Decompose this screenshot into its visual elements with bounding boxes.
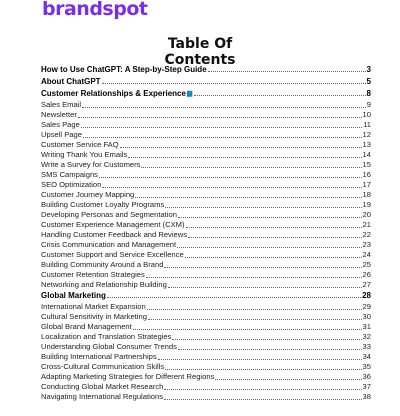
toc-entry-label: Sales Page [41,120,80,129]
toc-entry[interactable] [41,250,371,260]
toc-entry[interactable] [41,230,371,240]
toc-page-number: 18 [362,190,371,199]
toc-page-number: 11 [363,120,371,129]
toc-entry-label: Building Customer Loyalty Programs [41,200,165,209]
toc-entry-label: Write a Survey for Customers [41,160,141,169]
table-of-contents [41,64,371,402]
toc-page-number: 28 [362,291,371,300]
toc-entry-label: About ChatGPT [41,77,101,86]
toc-dot-leader [172,332,361,340]
toc-entry-label: Cross-Cultural Communication Skills [41,362,165,371]
toc-entry-label: Customer Support and Service Excellence [41,250,184,259]
toc-dot-leader [102,76,366,84]
toc-entry[interactable] [41,220,371,230]
toc-dot-leader [164,382,361,390]
toc-entry-label: Global Brand Management [41,322,132,331]
toc-entry-label: SEO Optimization [41,180,102,189]
toc-entry-label: Handling Customer Feedback and Reviews [41,230,188,239]
toc-entry-label: Customer Retention Strategies [41,270,145,279]
toc-dot-leader [208,64,366,72]
toc-entry[interactable] [41,302,371,312]
toc-dot-leader [102,180,361,188]
toc-entry-label: Customer Experience Management (CXM) [41,220,185,229]
toc-dot-leader [120,140,362,148]
toc-dot-leader [135,190,361,198]
toc-entry[interactable] [41,322,371,332]
toc-entry[interactable] [41,260,371,270]
toc-entry-label: SMS Campaigns [41,170,98,179]
toc-entry-label: Writing Thank You Emails [41,150,128,159]
toc-entry[interactable] [41,332,371,342]
toc-entry[interactable] [41,280,371,290]
toc-entry[interactable] [41,110,371,120]
toc-section-entry[interactable] [41,290,371,302]
toc-entry[interactable] [41,180,371,190]
toc-page-number: 19 [362,200,371,209]
toc-dot-leader [164,392,362,400]
toc-dot-leader [165,362,361,370]
toc-entry-label: Sales Email [41,100,82,109]
toc-dot-leader [177,240,361,248]
toc-page-number: 34 [362,352,371,361]
toc-dot-leader [178,210,362,218]
toc-dot-leader [147,302,362,310]
toc-page-number: 29 [362,302,371,311]
toc-entry[interactable] [41,210,371,220]
toc-entry-label: Understanding Global Consumer Trends [41,342,177,351]
toc-entry[interactable] [41,100,371,110]
toc-dot-leader [165,200,361,208]
toc-page-number: 25 [362,260,371,269]
toc-dot-leader [141,160,361,168]
toc-entry-label: Customer Journey Mapping [41,190,135,199]
toc-page-number: 15 [362,160,371,169]
toc-entry[interactable] [41,160,371,170]
toc-dot-leader [81,120,362,128]
toc-page-number: 12 [362,130,371,139]
toc-page-number: 32 [362,332,371,341]
toc-dot-leader [146,270,362,278]
toc-entry[interactable] [41,240,371,250]
toc-entry[interactable] [41,140,371,150]
toc-dot-leader [215,372,361,380]
toc-entry-label: International Market Expansion [41,302,146,311]
toc-section-entry[interactable] [41,64,371,76]
toc-entry[interactable] [41,342,371,352]
toc-entry-label: Customer Relationships & Experience [41,89,186,98]
toc-dot-leader [148,312,362,320]
toc-page-number: 31 [362,322,371,331]
toc-entry[interactable] [41,170,371,180]
toc-page-number: 38 [362,392,371,401]
brand-logo [42,0,147,20]
toc-entry-label: Newsletter [41,110,77,119]
toc-page-number: 27 [362,280,371,289]
toc-entry-label: Conducting Global Market Research [41,382,164,391]
toc-page-number: 16 [362,170,371,179]
toc-page-number: 35 [362,362,371,371]
toc-dot-leader [83,130,362,138]
toc-page-number: 22 [362,230,371,239]
toc-entry-label: Localization and Translation Strategies [41,332,172,341]
toc-dot-leader [158,352,362,360]
toc-entry-label: Customer Service FAQ [41,140,119,149]
title-line-1: Table Of [167,36,233,52]
toc-page-number: 14 [362,150,371,159]
toc-section-entry[interactable] [41,88,371,100]
toc-dot-leader [164,260,361,268]
toc-dot-leader [185,250,362,258]
toc-entry[interactable] [41,200,371,210]
toc-dot-leader [128,150,361,158]
toc-entry-label: Developing Personas and Segmentation [41,210,177,219]
toc-page-number: 26 [362,270,371,279]
toc-entry[interactable] [41,392,371,402]
toc-entry-label: Cultural Sensitivity in Marketing [41,312,147,321]
toc-dot-leader [82,100,366,108]
toc-page-number: 20 [362,210,371,219]
toc-dot-leader [178,342,362,350]
toc-page-number: 17 [362,180,371,189]
toc-entry[interactable] [41,130,371,140]
toc-entry[interactable] [41,362,371,372]
toc-dot-leader [78,110,362,118]
toc-entry-label: Networking and Relationship Building [41,280,167,289]
toc-page-number: 24 [362,250,371,259]
toc-dot-leader [188,230,362,238]
toc-entry-label: Navigating International Regulations [41,392,164,401]
toc-entry[interactable] [41,270,371,280]
toc-page-number: 30 [362,312,371,321]
toc-dot-leader [133,322,362,330]
notebook-icon: 📘 [185,92,194,98]
toc-entry-label: Building International Partnerships [41,352,157,361]
toc-entry[interactable] [41,120,371,130]
toc-page-number: 21 [362,220,371,229]
toc-dot-leader [186,220,362,228]
toc-section-entry[interactable] [41,76,371,88]
toc-entry[interactable] [41,382,371,392]
toc-page-number: 5 [366,77,371,86]
toc-dot-leader [194,88,365,96]
toc-dot-leader [107,290,361,298]
title-line-2: Contents [164,52,236,68]
toc-entry[interactable] [41,372,371,382]
toc-entry-label: Upsell Page [41,130,82,139]
toc-entry-label: Crisis Communication and Management [41,240,177,249]
toc-entry[interactable] [41,190,371,200]
toc-dot-leader [99,170,362,178]
toc-entry[interactable] [41,150,371,160]
toc-page-number: 8 [366,89,371,98]
toc-entry[interactable] [41,352,371,362]
toc-page-number: 10 [362,110,371,119]
toc-entry-label: Global Marketing [41,291,106,300]
toc-page-number: 9 [366,100,371,109]
toc-entry-label: Building Community Around a Brand [41,260,164,269]
toc-page-number: 3 [366,65,371,74]
toc-page-number: 37 [362,382,371,391]
toc-entry[interactable] [41,312,371,322]
brand-name: brandspot [42,0,148,20]
toc-page-number: 13 [362,140,371,149]
toc-dot-leader [168,280,362,288]
toc-page-number: 33 [362,342,371,351]
toc-entry-label: Adapting Marketing Strategies for Different Regions [41,372,215,381]
toc-entry-label: How to Use ChatGPT: A Step-by-Step Guide [41,65,207,74]
toc-page-number: 23 [362,240,371,249]
toc-page-number: 36 [362,372,371,381]
